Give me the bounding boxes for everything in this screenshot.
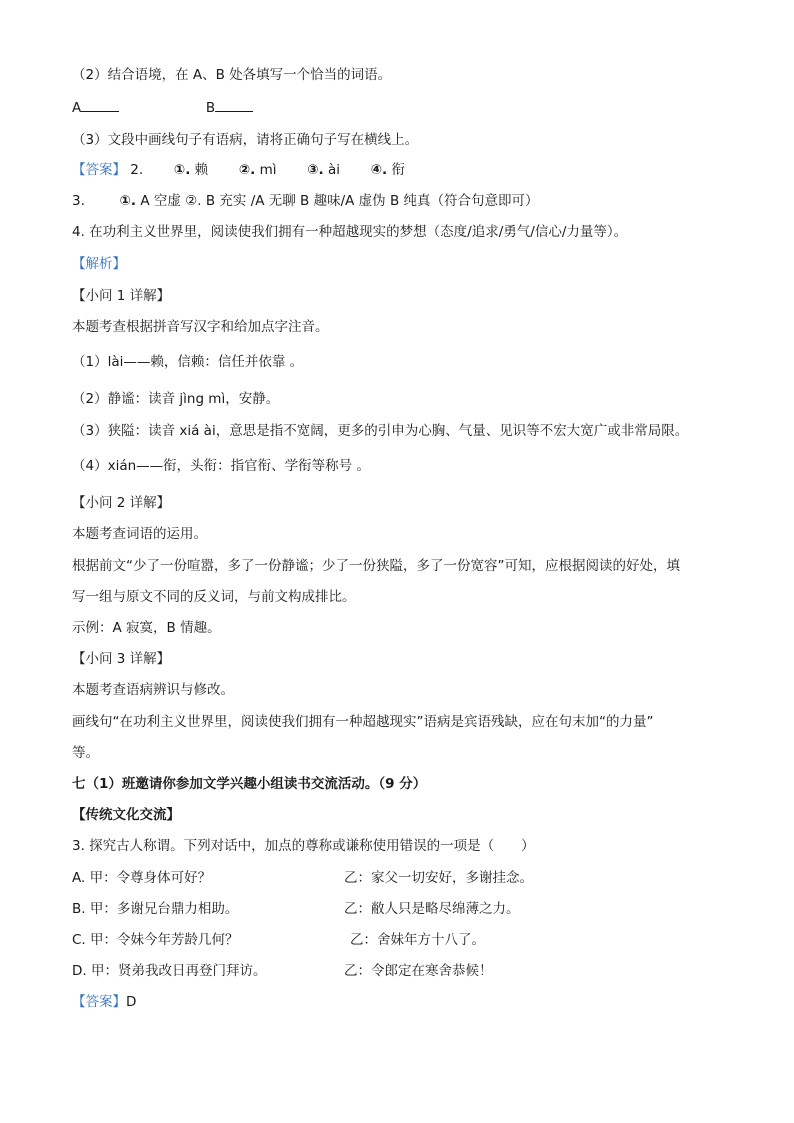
option-b-left: B. 甲：多谢兄台鼎力相助。 bbox=[72, 901, 239, 917]
answer-4-text: 衔 bbox=[391, 162, 405, 178]
answer-line-2-num: 3. bbox=[72, 193, 85, 209]
sub2-example: 示例：A 寂寞，B 情趣。 bbox=[72, 620, 221, 636]
analysis-tag: 【解析】 bbox=[72, 256, 126, 272]
answer-line-2-mark: ①. bbox=[119, 193, 137, 209]
final-answer-line bbox=[72, 992, 136, 1012]
answer-line-1 bbox=[72, 160, 405, 180]
sub1-title: 【小问 1 详解】 bbox=[72, 288, 171, 304]
sub3-paragraph-line-1: 画线句“在功利主义世界里，阅读使我们拥有一种超越现实”语病是宾语残缺，应在句末加“的力量” bbox=[72, 714, 654, 730]
option-a-right: 乙：家父一切安好，多谢挂念。 bbox=[344, 870, 533, 886]
sub3-intro: 本题考查语病辨识与修改。 bbox=[72, 682, 234, 698]
sub1-item-4: （4）xián——衔，头衔：指官衔、学衔等称号 。 bbox=[72, 458, 370, 474]
answer-3-mark: ③. bbox=[307, 162, 324, 178]
final-answer-value: D bbox=[126, 994, 137, 1010]
blank-line-row bbox=[72, 98, 253, 118]
sub1-item-2: （2）静谧：读音 jìng mì，安静。 bbox=[72, 391, 280, 407]
sub2-intro: 本题考查词语的运用。 bbox=[72, 526, 207, 542]
section-title: 七（1）班邀请你参加文学兴趣小组读书交流活动。（9 分） bbox=[72, 776, 427, 792]
blank-b-label: B bbox=[205, 100, 216, 116]
sub1-intro: 本题考查根据拼音写汉字和给加点字注音。 bbox=[72, 319, 329, 335]
answer-1-text: 赖 bbox=[194, 162, 209, 178]
answer-line-2 bbox=[72, 191, 539, 211]
sub1-item-1: （1）lài——赖，信赖：信任并依靠 。 bbox=[72, 354, 304, 370]
answer-3-text: ài bbox=[327, 162, 340, 178]
question-3-prompt: （3）文段中画线句子有语病，请将正确句子写在横线上。 bbox=[72, 132, 419, 148]
subsection-title: 【传统文化交流】 bbox=[72, 807, 180, 823]
blank-a-label: A bbox=[72, 100, 82, 116]
option-d-right: 乙：令郎定在寒舍恭候！ bbox=[344, 963, 493, 979]
answer-1-mark: ①. bbox=[173, 162, 191, 178]
final-answer-tag: 【答案】 bbox=[72, 994, 126, 1010]
sub2-paragraph-line-1: 根据前文“少了一份喧嚣，多了一份静谧；少了一份狭隘，多了一份宽容”可知，应根据阅读的好处，填 bbox=[72, 558, 680, 574]
answer-line-3: 4. 在功利主义世界里，阅读使我们拥有一种超越现实的梦想（态度/追求/勇气/信心/力量等）。 bbox=[72, 224, 628, 240]
sub2-paragraph-line-2: 写一组与原文不同的反义词，与前文构成排比。 bbox=[72, 589, 356, 605]
answer-1-num: 2. bbox=[130, 162, 144, 178]
option-b-right: 乙：敝人只是略尽绵薄之力。 bbox=[344, 901, 520, 917]
answer-4-mark: ④. bbox=[370, 162, 388, 178]
sub3-paragraph-line-2: 等。 bbox=[72, 745, 99, 761]
option-c-left: C. 甲：令妹今年芳龄几何？ bbox=[72, 932, 239, 948]
answer-2-mark: ②. bbox=[238, 162, 256, 178]
blank-a-line bbox=[81, 99, 119, 112]
sub1-item-3: （3）狭隘：读音 xiá ài，意思是指不宽阔，更多的引申为心胸、气量、见识等不宏大宽广或非常局限。 bbox=[72, 423, 689, 439]
option-a-left: A. 甲：令尊身体可好？ bbox=[72, 870, 212, 886]
question-prompt: 3. 探究古人称谓。下列对话中，加点的尊称或谦称使用错误的一项是（ ） bbox=[72, 838, 535, 854]
option-d-left: D. 甲：贤弟我改日再登门拜访。 bbox=[72, 963, 267, 979]
answer-tag: 【答案】 bbox=[72, 162, 126, 178]
question-2-prompt: （2）结合语境，在 A、B 处各填写一个恰当的词语。 bbox=[72, 67, 392, 83]
answer-2-text: mì bbox=[259, 162, 277, 178]
sub3-title: 【小问 3 详解】 bbox=[72, 651, 171, 667]
answer-line-2-text: A 空虚 ②. B 充实 /A 无聊 B 趣味/A 虚伪 B 纯真（符合句意即可） bbox=[140, 193, 539, 209]
option-c-right: 乙：舍妹年方十八了。 bbox=[350, 932, 485, 948]
blank-b-line bbox=[215, 99, 253, 112]
sub2-title: 【小问 2 详解】 bbox=[72, 495, 171, 511]
